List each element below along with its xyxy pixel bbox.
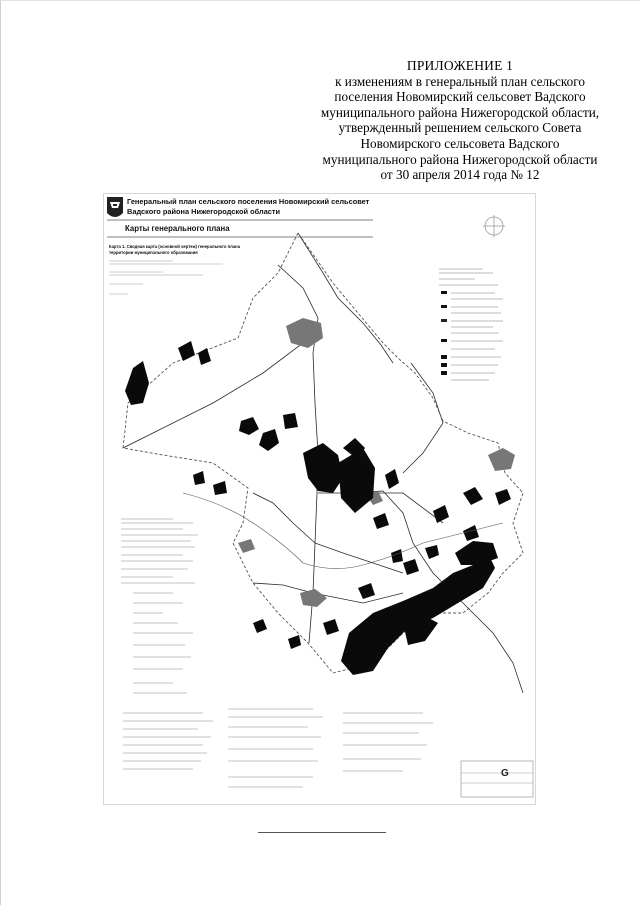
appendix-line: утвержденный решением сельского Совета [338, 120, 582, 136]
appendix-line: к изменениям в генеральный план сельского [335, 73, 585, 89]
map-title-line1: Генеральный план сельского поселения Новомирский сельсовет [127, 197, 370, 206]
map-drawing [103, 193, 536, 805]
appendix-title: ПРИЛОЖЕНИЕ 1 [406, 58, 514, 73]
appendix-line: от 30 апреля 2014 года № 12 [380, 167, 540, 183]
bottom-rule [258, 832, 386, 833]
appendix-line: муниципального района Нижегородской области, [320, 104, 600, 120]
map-caption-line2: территории муниципального образования [109, 250, 198, 255]
appendix-line: поселения Новомирский сельсовет Вадского [334, 89, 586, 105]
appendix-line: муниципального района Нижегородской области [322, 151, 598, 167]
appendix-heading [300, 58, 620, 183]
appendix-line: Новомирского сельсовета Вадского [360, 135, 560, 151]
coat-of-arms-icon [107, 197, 123, 217]
map-subtitle: Карты генерального плана [125, 224, 230, 233]
master-plan-map-sheet [103, 193, 536, 805]
map-title-line2: Вадского района Нижегородской области [127, 207, 281, 216]
map-caption-line1: Карта 1. Сводная карта (основной чертеж) генерального плана [109, 244, 241, 249]
stamp-letter: G [501, 768, 509, 779]
